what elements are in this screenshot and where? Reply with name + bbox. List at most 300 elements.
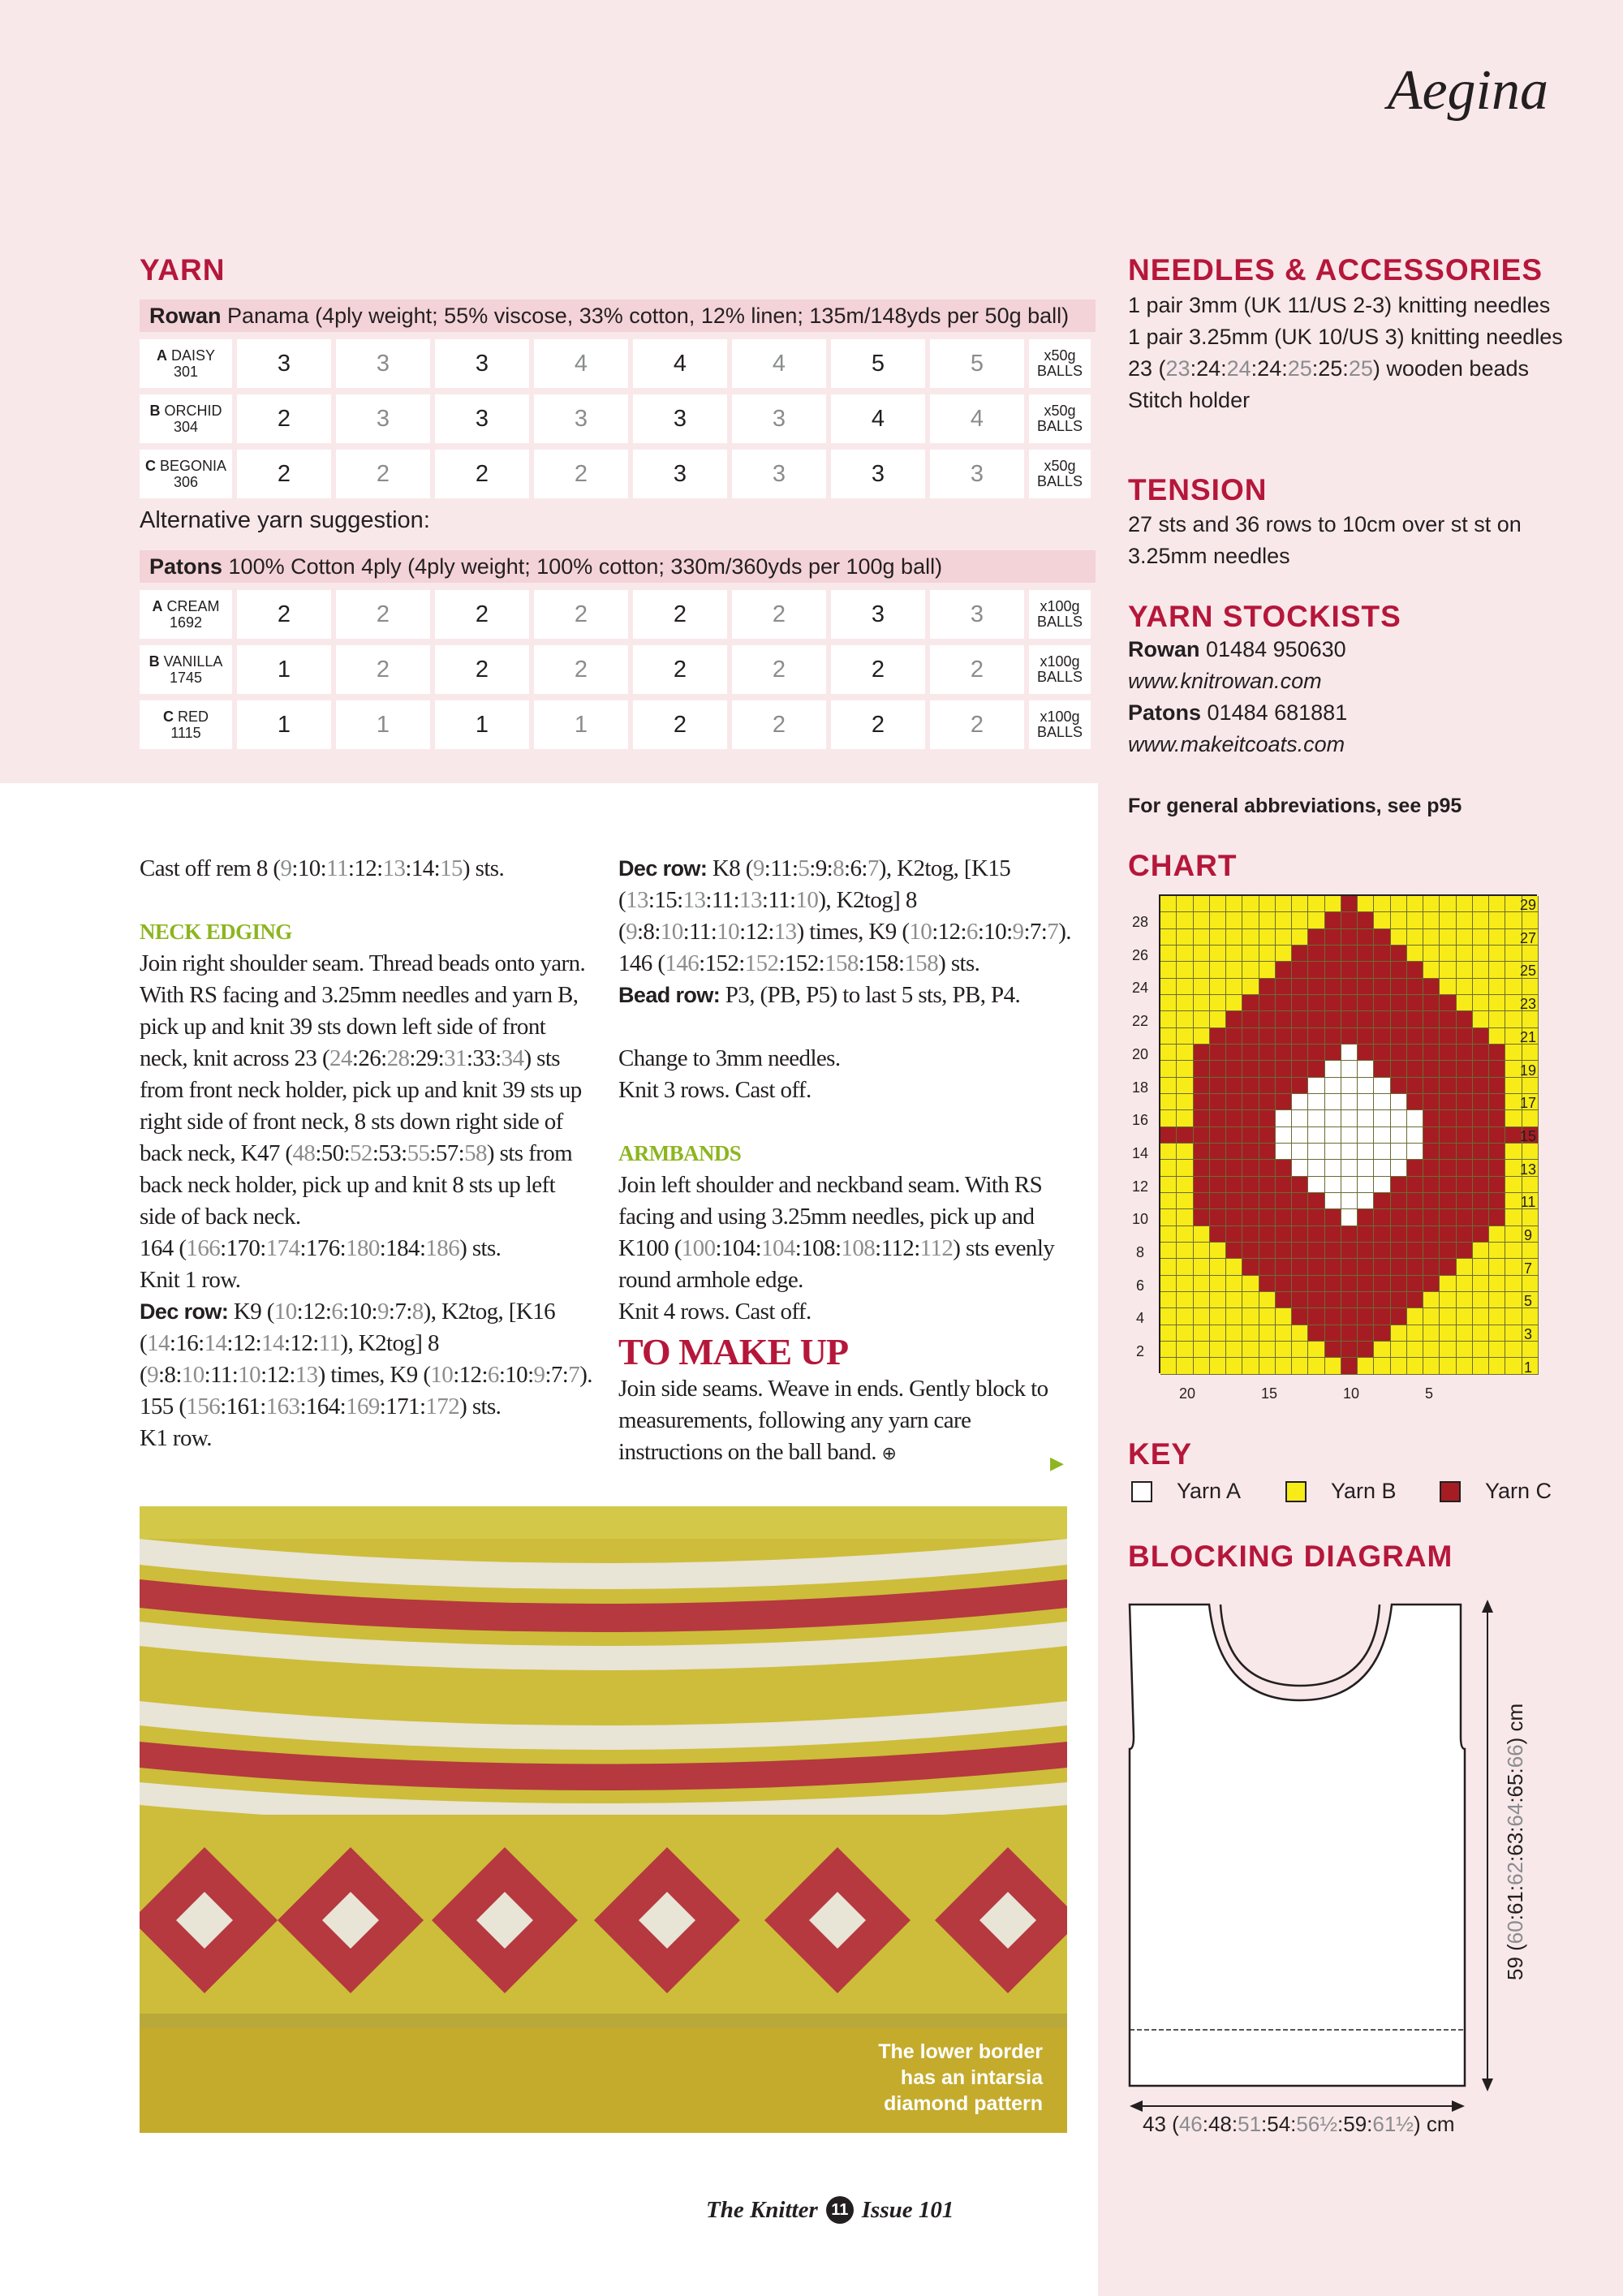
chart-cell — [1160, 1127, 1177, 1144]
chart-cell — [1407, 1292, 1423, 1308]
chart-cell — [1374, 1243, 1390, 1259]
chart-cell — [1391, 1226, 1407, 1243]
chart-cell — [1292, 1308, 1308, 1325]
yarn-quantity: 3 — [336, 339, 430, 388]
chart-cell — [1374, 1028, 1390, 1045]
chart-cell — [1423, 1061, 1440, 1077]
chart-cell — [1308, 1078, 1324, 1094]
chart-cell — [1341, 1045, 1358, 1061]
yarn-quantity: 4 — [633, 339, 727, 388]
chart-cell — [1457, 979, 1473, 995]
chart-cell — [1177, 896, 1193, 912]
dec-row-1: Dec row: K9 (10:12:6:10:9:7:8), K2tog, [K16 (14:16:14:12:14:12:11), K2tog] 8 (9:8:10:11:10:12:13) times, K9 (10:12:6:10:9:7:7). — [140, 1299, 592, 1388]
chart-cell — [1276, 1127, 1292, 1144]
chart-cell — [1242, 1061, 1259, 1077]
chart-row-number: 19 — [1519, 1062, 1537, 1079]
chart-cell — [1325, 1160, 1341, 1176]
chart-cell — [1259, 1243, 1276, 1259]
chart-cell — [1391, 929, 1407, 946]
chart-cell — [1325, 1325, 1341, 1342]
chart-cell — [1457, 1226, 1473, 1243]
chart-cell — [1423, 1094, 1440, 1110]
yarn-quantity: 2 — [831, 700, 925, 749]
chart-cell — [1292, 1177, 1308, 1193]
chart-cell — [1292, 1243, 1308, 1259]
chart-cell — [1226, 1144, 1242, 1160]
chart-cell — [1391, 1193, 1407, 1209]
chart-cell — [1259, 946, 1276, 962]
chart-cell — [1308, 1011, 1324, 1027]
chart-row-number: 18 — [1131, 1079, 1149, 1096]
chart-heading: CHART — [1128, 849, 1238, 882]
key-swatch — [1131, 1481, 1152, 1502]
chart-cell — [1391, 1292, 1407, 1308]
chart-cell — [1242, 1028, 1259, 1045]
chart-cell — [1457, 1127, 1473, 1144]
chart-cell — [1440, 1144, 1456, 1160]
chart-cell — [1341, 962, 1358, 978]
chart-cell — [1473, 1209, 1489, 1226]
chart-cell — [1210, 1094, 1226, 1110]
chart-cell — [1292, 1259, 1308, 1275]
chart-cell — [1374, 1342, 1390, 1358]
chart-cell — [1473, 1061, 1489, 1077]
chart-cell — [1226, 1276, 1242, 1292]
chart-row-number: 11 — [1520, 1194, 1536, 1211]
yarn-quantity: 3 — [831, 450, 925, 498]
chart-cell — [1226, 1209, 1242, 1226]
chart-cell — [1522, 1144, 1539, 1160]
chart-cell — [1391, 1094, 1407, 1110]
change-needles: Change to 3mm needles. — [618, 1045, 841, 1071]
make-up-heading: TO MAKE UP — [618, 1331, 849, 1372]
yarn-quantity: 2 — [336, 590, 430, 639]
chart-cell — [1407, 1028, 1423, 1045]
chart-cell — [1276, 929, 1292, 946]
chart-cell — [1473, 1259, 1489, 1275]
chart-cell — [1177, 1127, 1193, 1144]
chart-cell — [1440, 1243, 1456, 1259]
chart-cell — [1358, 1193, 1374, 1209]
chart-cell — [1489, 1144, 1505, 1160]
chart-cell — [1259, 896, 1276, 912]
yarn-quantity: 1 — [534, 700, 628, 749]
key-label: Yarn C — [1485, 1479, 1552, 1503]
chart-cell — [1160, 1061, 1177, 1077]
magazine-name: The Knitter — [706, 2196, 818, 2223]
rowan-link[interactable]: www.knitrowan.com — [1128, 669, 1322, 693]
k1-row: K1 row. — [140, 1425, 212, 1451]
chart-cell — [1308, 1193, 1324, 1209]
make-up-text: Join side seams. Weave in ends. Gently block to measurements, following any yarn care instructions on the ball band. ⊕ — [618, 1376, 1048, 1465]
chart-cell — [1505, 1078, 1522, 1094]
chart-cell — [1160, 1078, 1177, 1094]
chart-cell — [1242, 1358, 1259, 1374]
chart-cell — [1358, 1276, 1374, 1292]
chart-cell — [1374, 979, 1390, 995]
key-swatch — [1285, 1481, 1307, 1502]
yarn-unit: x50g BALLS — [1029, 339, 1091, 388]
chart-cell — [1457, 896, 1473, 912]
chart-cell — [1457, 1144, 1473, 1160]
chart-cell — [1457, 1078, 1473, 1094]
end-mark-icon: ⊕ — [881, 1444, 897, 1464]
chart-cell — [1292, 1292, 1308, 1308]
chart-cell — [1391, 1325, 1407, 1342]
chart-cell — [1457, 1308, 1473, 1325]
chart-cell — [1226, 1110, 1242, 1126]
yarn-quantity: 1 — [237, 645, 331, 694]
bead-row: Bead row: P3, (PB, P5) to last 5 sts, PB, P4. — [618, 982, 1021, 1008]
chart-cell — [1242, 1011, 1259, 1027]
chart-cell — [1177, 946, 1193, 962]
chart-cell — [1259, 1061, 1276, 1077]
chart-cell — [1194, 896, 1210, 912]
chart-cell — [1194, 1308, 1210, 1325]
chart-cell — [1440, 995, 1456, 1011]
yarn-quantity: 2 — [237, 590, 331, 639]
chart-cell — [1160, 1011, 1177, 1027]
chart-cell — [1374, 1292, 1390, 1308]
chart-cell — [1325, 1209, 1341, 1226]
chart-row-number: 29 — [1519, 897, 1537, 913]
chart-cell — [1242, 1243, 1259, 1259]
chart-row-number: 20 — [1131, 1045, 1149, 1062]
chart-cell — [1292, 1358, 1308, 1374]
chart-cell — [1423, 912, 1440, 928]
yarn-quantity: 3 — [831, 590, 925, 639]
chart-cell — [1391, 1127, 1407, 1144]
chart-cell — [1358, 962, 1374, 978]
chart-cell — [1194, 1358, 1210, 1374]
blocking-height-label: 59 (60:61:62:63:64:65:66) cm — [1503, 1703, 1527, 1980]
chart-cell — [1276, 1110, 1292, 1126]
chart-cell — [1325, 1226, 1341, 1243]
chart-cell — [1210, 1011, 1226, 1027]
chart-cell — [1226, 912, 1242, 928]
chart-cell — [1226, 1193, 1242, 1209]
chart-cell — [1341, 1259, 1358, 1275]
page-number: 11 — [826, 2196, 854, 2224]
chart-cell — [1308, 1045, 1324, 1061]
chart-cell — [1160, 896, 1177, 912]
armbands-text: Join left shoulder and neckband seam. With RS facing and using 3.25mm needles, pick up and K100 (100:104:104:108:108:112:112) sts evenly round armhole edge. — [618, 1172, 1055, 1293]
yarn-quantity: 3 — [633, 394, 727, 443]
alt-yarn-label: Alternative yarn suggestion: — [140, 507, 430, 533]
chart-cell — [1374, 1144, 1390, 1160]
chart-cell — [1391, 1259, 1407, 1275]
chart-cell — [1210, 1358, 1226, 1374]
chart-cell — [1210, 1028, 1226, 1045]
chart-cell — [1160, 1045, 1177, 1061]
chart-cell — [1374, 1094, 1390, 1110]
chart-cell — [1160, 1144, 1177, 1160]
chart-cell — [1374, 1308, 1390, 1325]
chart-row-number: 24 — [1131, 980, 1149, 997]
chart-cell — [1358, 1325, 1374, 1342]
chart-cell — [1325, 946, 1341, 962]
chart-cell — [1505, 946, 1522, 962]
chart-cell — [1177, 1193, 1193, 1209]
knit-1-row: Knit 1 row. — [140, 1267, 241, 1293]
chart-cell — [1407, 1144, 1423, 1160]
chart-cell — [1473, 995, 1489, 1011]
chart-cell — [1194, 962, 1210, 978]
chart-cell — [1489, 1209, 1505, 1226]
chart-cell — [1522, 946, 1539, 962]
chart-cell — [1457, 912, 1473, 928]
chart-cell — [1358, 1358, 1374, 1374]
yarn-quantity: 2 — [831, 645, 925, 694]
chart-cell — [1325, 995, 1341, 1011]
chart-cell — [1194, 1028, 1210, 1045]
chart-cell — [1522, 1011, 1539, 1027]
chart-cell — [1210, 1308, 1226, 1325]
yarn-quantity: 2 — [732, 645, 826, 694]
chart-cell — [1489, 1358, 1505, 1374]
chart-cell — [1407, 1358, 1423, 1374]
chart-cell — [1341, 1226, 1358, 1243]
chart-cell — [1358, 1243, 1374, 1259]
chart-cell — [1473, 1193, 1489, 1209]
chart-cell — [1341, 912, 1358, 928]
chart-cell — [1177, 1177, 1193, 1193]
yarn-row — [140, 700, 1096, 749]
chart-cell — [1473, 1011, 1489, 1027]
chart-cell — [1308, 1028, 1324, 1045]
chart-cell — [1341, 1292, 1358, 1308]
chart-cell — [1341, 1127, 1358, 1144]
chart-cell — [1194, 1209, 1210, 1226]
chart-cell — [1177, 1061, 1193, 1077]
chart-cell — [1423, 1127, 1440, 1144]
chart-cell — [1292, 1011, 1308, 1027]
chart-cell — [1505, 1110, 1522, 1126]
chart-cell — [1391, 1078, 1407, 1094]
chart-cell — [1276, 1276, 1292, 1292]
chart-cell — [1358, 946, 1374, 962]
chart-cell — [1177, 1144, 1193, 1160]
chart-cell — [1177, 979, 1193, 995]
chart-cell — [1489, 1110, 1505, 1126]
chart-cell — [1489, 912, 1505, 928]
yarn-quantity: 2 — [534, 450, 628, 498]
chart-cell — [1522, 1110, 1539, 1126]
chart-cell — [1259, 1292, 1276, 1308]
yarn-shade: B VANILLA 1745 — [140, 645, 232, 694]
chart-cell — [1242, 1193, 1259, 1209]
chart-cell — [1358, 1308, 1374, 1325]
chart-cell — [1177, 1292, 1193, 1308]
chart-cell — [1407, 995, 1423, 1011]
chart-cell — [1457, 1028, 1473, 1045]
chart-cell — [1358, 896, 1374, 912]
chart-cell — [1374, 1193, 1390, 1209]
yarn-quantity: 2 — [633, 590, 727, 639]
chart-row-number: 28 — [1131, 914, 1149, 930]
chart-cell — [1177, 962, 1193, 978]
chart-cell — [1177, 1094, 1193, 1110]
chart-cell — [1374, 896, 1390, 912]
chart-cell — [1489, 995, 1505, 1011]
patons-link[interactable]: www.makeitcoats.com — [1128, 732, 1345, 756]
chart-cell — [1242, 1276, 1259, 1292]
chart-cell — [1505, 979, 1522, 995]
chart-cell — [1341, 1028, 1358, 1045]
chart-row-number: 9 — [1523, 1227, 1532, 1243]
chart-cell — [1374, 912, 1390, 928]
chart-cell — [1194, 1061, 1210, 1077]
chart-cell — [1374, 995, 1390, 1011]
chart-cell — [1177, 1358, 1193, 1374]
chart-cell — [1457, 1358, 1473, 1374]
yarn-quantity: 2 — [534, 590, 628, 639]
chart-cell — [1391, 1177, 1407, 1193]
chart-cell — [1522, 1078, 1539, 1094]
chart-col-number: 15 — [1261, 1385, 1278, 1402]
chart-cell — [1308, 995, 1324, 1011]
chart-cell — [1226, 946, 1242, 962]
chart-cell — [1457, 1110, 1473, 1126]
chart-cell — [1308, 896, 1324, 912]
chart-cell — [1341, 1144, 1358, 1160]
chart-cell — [1259, 962, 1276, 978]
arrow-left-icon — [1130, 2100, 1143, 2112]
chart-cell — [1489, 1292, 1505, 1308]
chart-cell — [1522, 1276, 1539, 1292]
chart-cell — [1440, 1276, 1456, 1292]
chart-cell — [1160, 929, 1177, 946]
chart-cell — [1308, 1144, 1324, 1160]
chart-cell — [1391, 1110, 1407, 1126]
chart-cell — [1325, 1276, 1341, 1292]
chart-cell — [1276, 896, 1292, 912]
chart-cell — [1457, 946, 1473, 962]
chart-cell — [1457, 1177, 1473, 1193]
chart-cell — [1473, 1276, 1489, 1292]
chart-cell — [1292, 1110, 1308, 1126]
chart-cell — [1505, 912, 1522, 928]
yarn-quantity: 2 — [732, 700, 826, 749]
yarn-quantity: 3 — [732, 450, 826, 498]
chart-cell — [1440, 1325, 1456, 1342]
chart-cell — [1505, 1045, 1522, 1061]
yarn-quantity: 3 — [435, 339, 529, 388]
chart-row-number: 2 — [1135, 1343, 1144, 1360]
chart-row-number: 6 — [1135, 1277, 1144, 1294]
chart-cell — [1407, 929, 1423, 946]
chart-cell — [1242, 1342, 1259, 1358]
chart-row-number: 27 — [1519, 929, 1537, 946]
chart-cell — [1440, 1226, 1456, 1243]
chart-cell — [1457, 962, 1473, 978]
chart-cell — [1194, 1011, 1210, 1027]
chart-cell — [1358, 1078, 1374, 1094]
chart-cell — [1407, 1078, 1423, 1094]
chart-cell — [1407, 979, 1423, 995]
yarn-quantity: 2 — [633, 645, 727, 694]
chart-cell — [1226, 1160, 1242, 1176]
chart-cell — [1210, 1226, 1226, 1243]
cast-off-text: Cast off rem 8 (9:10:11:12:13:14:15) sts. — [140, 855, 505, 881]
yarn-quantity: 2 — [336, 645, 430, 694]
chart-cell — [1160, 1259, 1177, 1275]
chart-cell — [1423, 1358, 1440, 1374]
chart-cell — [1457, 1209, 1473, 1226]
chart-cell — [1407, 1243, 1423, 1259]
yarn-quantity: 2 — [435, 645, 529, 694]
continue-arrow-icon: ▶ — [1050, 1453, 1064, 1473]
chart-cell — [1423, 1160, 1440, 1176]
chart-cell — [1292, 1045, 1308, 1061]
chart-cell — [1341, 946, 1358, 962]
chart-cell — [1210, 1061, 1226, 1077]
chart-cell — [1194, 1094, 1210, 1110]
yarn-quantity: 3 — [435, 394, 529, 443]
chart-cell — [1358, 1342, 1374, 1358]
chart-row-number: 25 — [1519, 963, 1537, 980]
chart-cell — [1440, 1127, 1456, 1144]
chart-cell — [1423, 1045, 1440, 1061]
yarn-quantity: 2 — [732, 590, 826, 639]
chart-cell — [1341, 1078, 1358, 1094]
chart-cell — [1226, 1078, 1242, 1094]
yarn-quantity: 3 — [930, 450, 1024, 498]
chart-cell — [1374, 1209, 1390, 1226]
chart-cell — [1226, 962, 1242, 978]
chart-cell — [1489, 929, 1505, 946]
chart-cell — [1341, 1011, 1358, 1027]
chart-cell — [1177, 1160, 1193, 1176]
chart-cell — [1489, 979, 1505, 995]
chart-cell — [1308, 1209, 1324, 1226]
chart-cell — [1242, 1325, 1259, 1342]
chart-cell — [1374, 1078, 1390, 1094]
chart-cell — [1522, 1177, 1539, 1193]
chart-cell — [1276, 1160, 1292, 1176]
yarn-quantity: 2 — [930, 645, 1024, 694]
chart-cell — [1259, 1078, 1276, 1094]
chart-cell — [1489, 1061, 1505, 1077]
chart-row-number: 13 — [1519, 1161, 1537, 1178]
chart-cell — [1407, 962, 1423, 978]
chart-cell — [1489, 1325, 1505, 1342]
chart-cell — [1391, 995, 1407, 1011]
chart-cell — [1292, 929, 1308, 946]
chart-cell — [1259, 929, 1276, 946]
chart-cell — [1457, 1094, 1473, 1110]
chart-cell — [1440, 1028, 1456, 1045]
chart-row-number: 3 — [1523, 1326, 1532, 1343]
chart-cell — [1308, 946, 1324, 962]
chart-cell — [1210, 1110, 1226, 1126]
chart-cell — [1226, 1342, 1242, 1358]
chart-cell — [1358, 1144, 1374, 1160]
chart-row-number: 7 — [1523, 1260, 1532, 1277]
yarn-quantity: 3 — [336, 394, 430, 443]
chart-cell — [1210, 1243, 1226, 1259]
photo-caption: The lower border has an intarsia diamond pattern — [878, 2040, 1043, 2115]
chart-cell — [1160, 995, 1177, 1011]
chart-cell — [1407, 1342, 1423, 1358]
chart-cell — [1358, 912, 1374, 928]
chart-cell — [1177, 1342, 1193, 1358]
chart-cell — [1423, 962, 1440, 978]
chart-cell — [1308, 1061, 1324, 1077]
chart-cell — [1423, 1342, 1440, 1358]
chart-cell — [1473, 1177, 1489, 1193]
chart-cell — [1259, 1110, 1276, 1126]
